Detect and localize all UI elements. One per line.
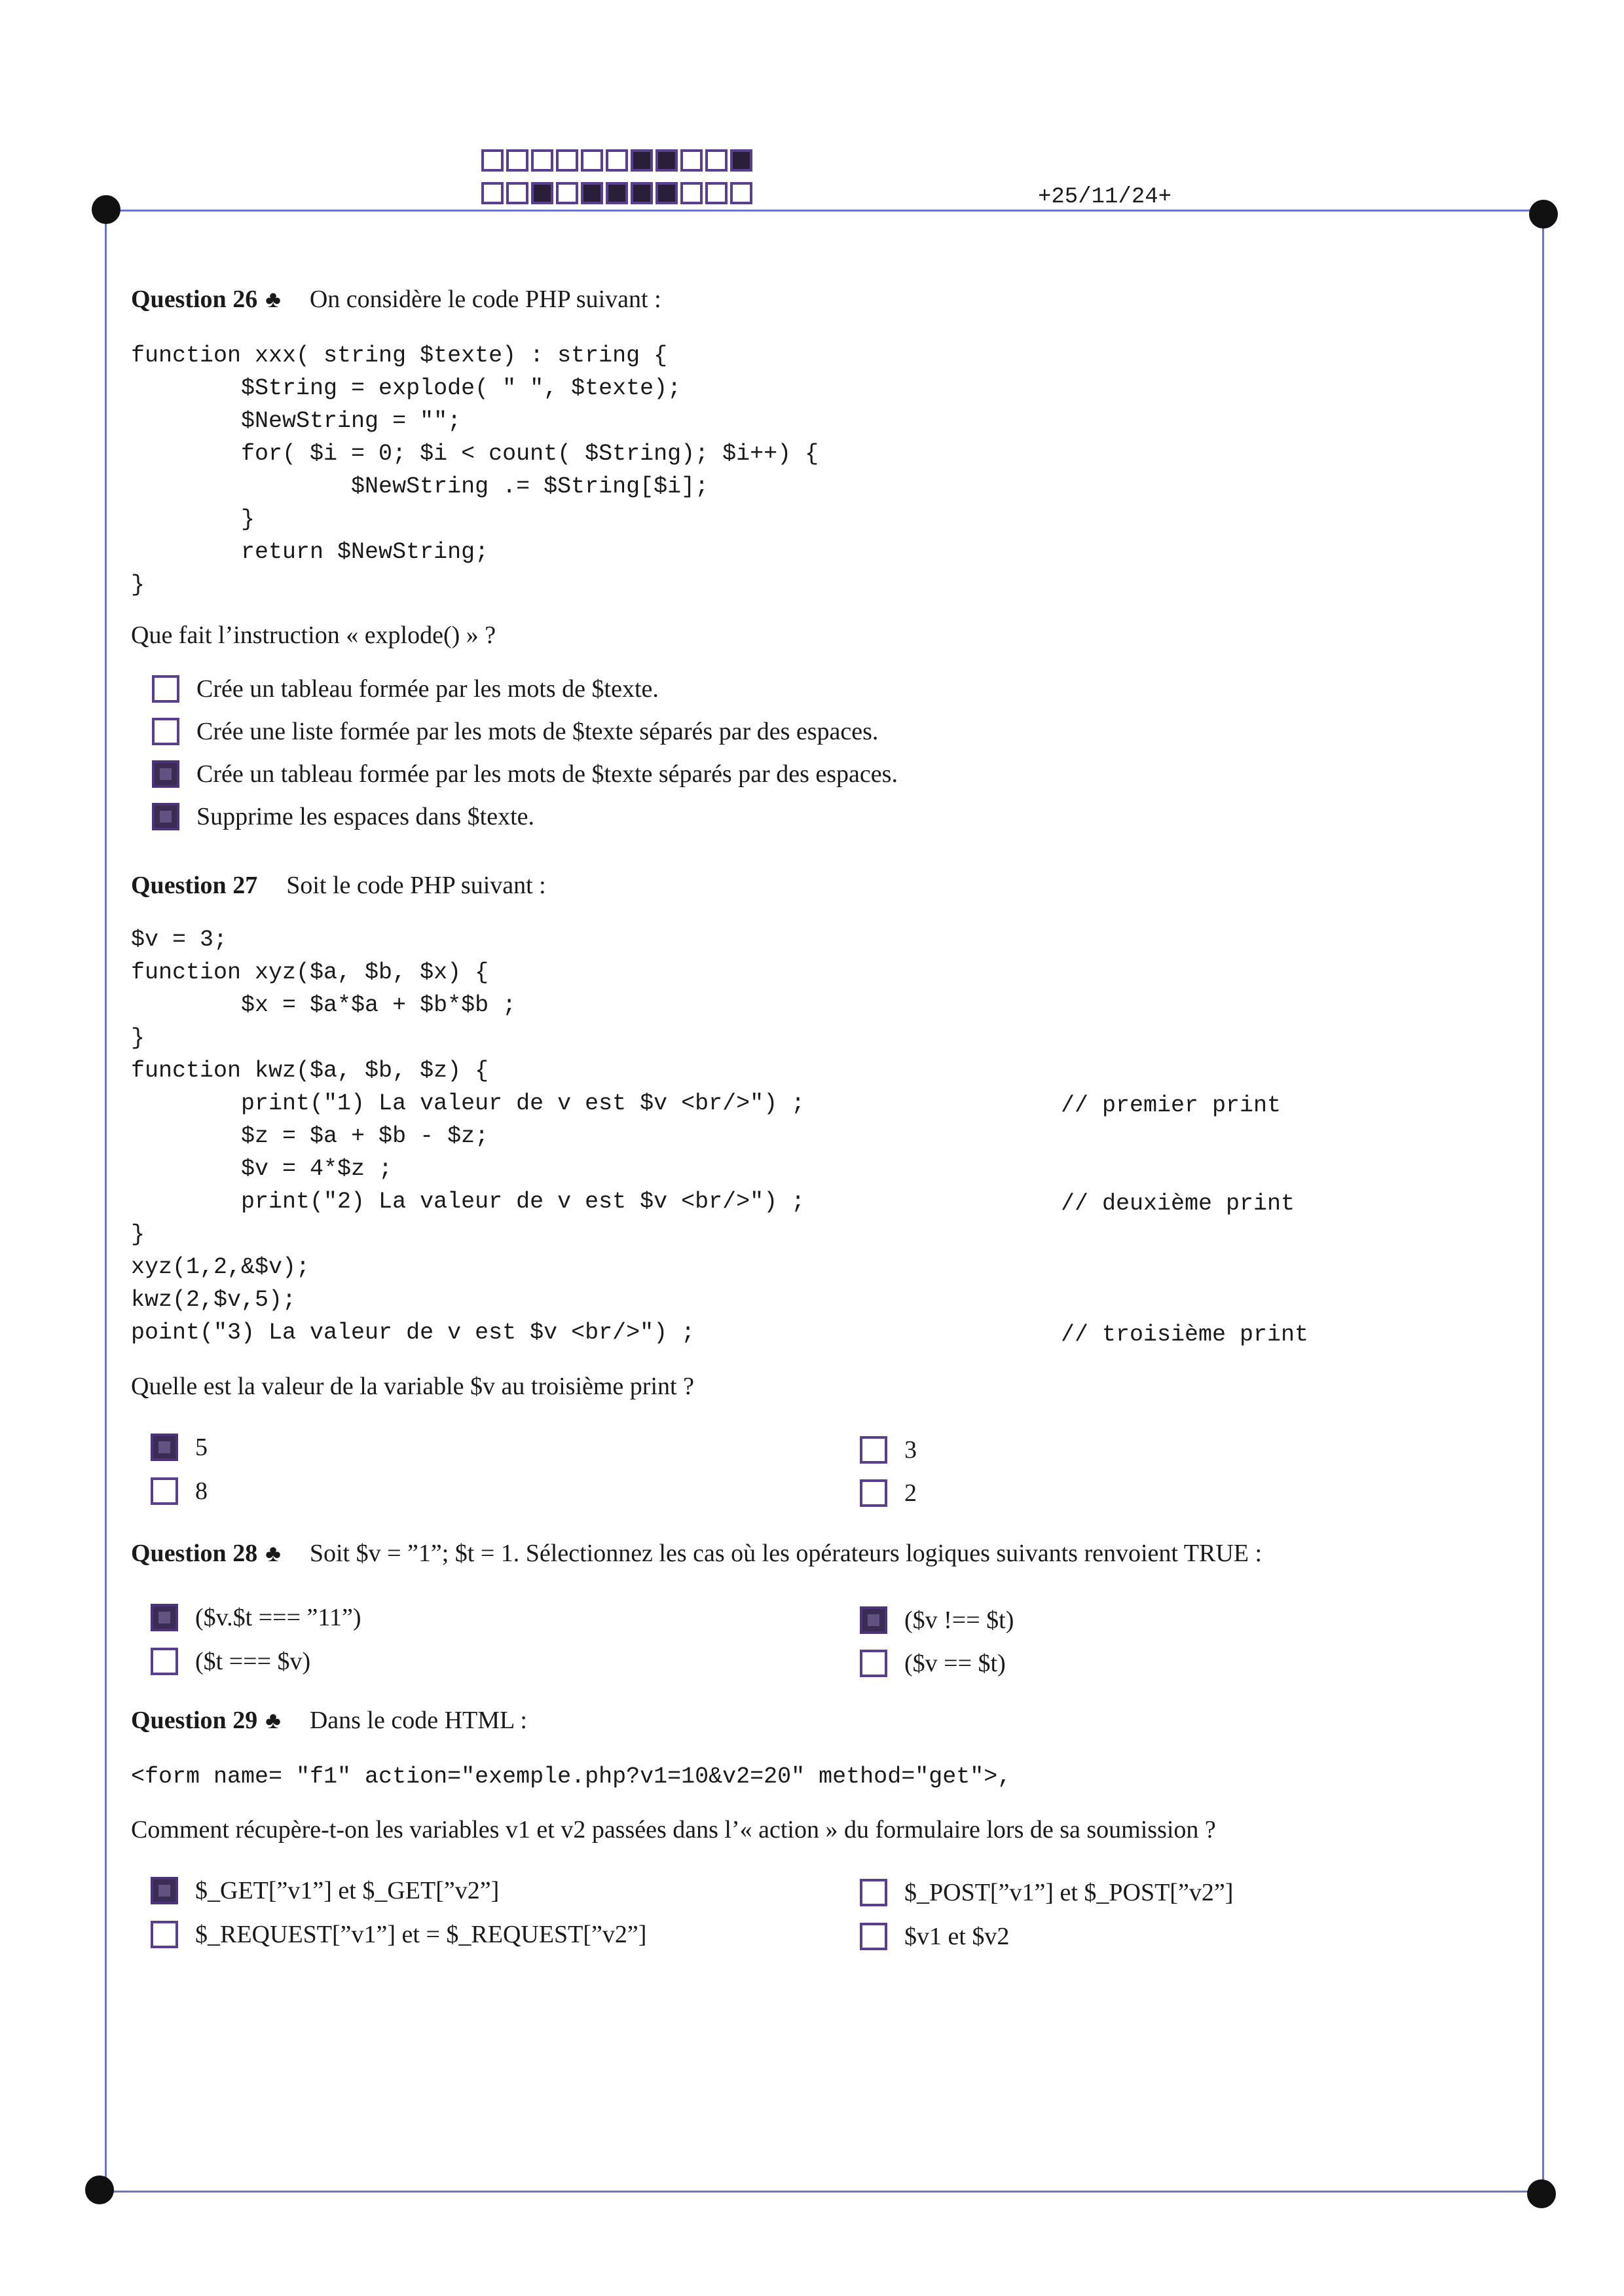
- q27-option-3[interactable]: [860, 1435, 917, 1464]
- q28-option-4[interactable]: [860, 1649, 1006, 1678]
- id-grid-cell: [680, 149, 703, 172]
- id-grid-cell: [556, 149, 578, 172]
- checkbox[interactable]: [151, 1648, 178, 1675]
- id-grid-cell: [730, 149, 752, 172]
- club-icon: ♣: [265, 1540, 281, 1566]
- checkbox[interactable]: [860, 1923, 887, 1950]
- question-number: Question 28: [131, 1540, 258, 1567]
- question-intro: On considère le code PHP suivant :: [309, 286, 661, 313]
- checkbox[interactable]: [860, 1436, 887, 1464]
- id-grid-cell: [481, 182, 504, 204]
- club-icon: ♣: [265, 1707, 281, 1733]
- id-grid-cell: [705, 182, 728, 204]
- club-icon: ♣: [265, 286, 281, 312]
- id-grid-cell: [606, 182, 628, 204]
- frame-bottom-line: [101, 2191, 1542, 2193]
- id-grid-cell: [581, 149, 603, 172]
- corner-marker-top-right: [1529, 200, 1558, 229]
- option-label: $_GET[”v1”] et $_GET[”v2”]: [195, 1877, 500, 1904]
- q27-option-8[interactable]: [151, 1477, 208, 1506]
- option-label: $_POST[”v1”] et $_POST[”v2”]: [904, 1879, 1234, 1906]
- id-grid-cell: [631, 149, 653, 172]
- option-label: $_REQUEST[”v1”] et = $_REQUEST[”v2”]: [195, 1921, 647, 1948]
- id-grid-cell: [705, 149, 728, 172]
- id-grid-cell: [481, 149, 504, 172]
- checkbox[interactable]: [860, 1606, 887, 1634]
- q29-option-4[interactable]: [860, 1922, 1009, 1951]
- q29-option-1[interactable]: [151, 1876, 499, 1905]
- q29-option-3[interactable]: [151, 1920, 646, 1949]
- question-intro: Soit $v = ”1”; $t = 1. Sélectionnez les cas où les opérateurs logiques suivants renvoient TRUE :: [309, 1540, 1263, 1567]
- id-grid-cell: [680, 182, 703, 204]
- checkbox[interactable]: [151, 1434, 178, 1461]
- corner-marker-top-left: [92, 195, 120, 224]
- frame-right-line: [1542, 213, 1544, 2191]
- id-grid-cell: [581, 182, 603, 204]
- checkbox[interactable]: [151, 1877, 178, 1904]
- option-label: $v1 et $v2: [904, 1923, 1010, 1950]
- comment-third-print: // troisième print: [1061, 1322, 1309, 1348]
- id-grid-cell: [655, 182, 678, 204]
- q26-option-4[interactable]: [152, 802, 534, 831]
- q28-option-1[interactable]: [151, 1603, 361, 1632]
- q29-option-2[interactable]: [860, 1878, 1233, 1907]
- checkbox[interactable]: [860, 1650, 887, 1677]
- checkbox[interactable]: [152, 760, 179, 788]
- question-26-title: [131, 285, 661, 314]
- id-grid-cell: [631, 182, 653, 204]
- comment-second-print: // deuxième print: [1061, 1191, 1295, 1217]
- option-label: 2: [904, 1479, 917, 1507]
- q27-option-2[interactable]: [860, 1479, 917, 1508]
- frame-left-line: [105, 210, 107, 2191]
- option-label: 5: [195, 1434, 208, 1461]
- option-label: 8: [195, 1477, 208, 1505]
- question-intro: Soit le code PHP suivant :: [286, 872, 546, 899]
- question-29-title: [131, 1706, 527, 1735]
- frame-top-line: [105, 210, 1545, 212]
- question-26-prompt: Que fait l’instruction « explode() » ?: [131, 621, 496, 649]
- checkbox[interactable]: [860, 1479, 887, 1507]
- student-id-grid-bottom: [481, 182, 755, 204]
- option-label: ($v !== $t): [904, 1606, 1014, 1634]
- question-27-code: $v = 3; function xyz($a, $b, $x) { $x = $a*$a + $b*$b ; } function kwz($a, $b, $z) { print("1) La valeur de v est $v <br/>") ; $z = $a + $b - $z; $v = 4*$z ; print("2) La valeur de v est $v <br/>") ; } xyz(1,2,&$v); kwz(2,$v,5); point("3) La valeur de v est $v <br/>") ;: [131, 927, 805, 1346]
- option-label: Crée un tableau formée par les mots de $texte séparés par des espaces.: [196, 760, 898, 788]
- checkbox[interactable]: [152, 718, 179, 745]
- option-label: Crée une liste formée par les mots de $texte séparés par des espaces.: [196, 718, 879, 745]
- question-number: Question 29: [131, 1707, 258, 1734]
- question-number: Question 27: [131, 872, 258, 899]
- corner-marker-bottom-right: [1527, 2179, 1556, 2208]
- option-label: ($t === $v): [195, 1648, 311, 1675]
- question-29-code: <form name= "f1" action="exemple.php?v1=10&v2=20" method="get">,: [131, 1764, 1012, 1790]
- option-label: Crée un tableau formée par les mots de $texte.: [196, 675, 659, 703]
- checkbox[interactable]: [151, 1604, 178, 1631]
- option-label: Supprime les espaces dans $texte.: [196, 803, 535, 830]
- id-grid-cell: [655, 149, 678, 172]
- checkbox[interactable]: [152, 675, 179, 703]
- id-grid-cell: [506, 182, 528, 204]
- q28-option-2[interactable]: [860, 1606, 1014, 1635]
- id-grid-cell: [730, 182, 752, 204]
- question-27-title: [131, 871, 546, 900]
- q26-option-2[interactable]: [152, 717, 878, 746]
- student-id-grid-top: [481, 149, 755, 172]
- question-number: Question 26: [131, 286, 258, 313]
- question-26-code: function xxx( string $texte) : string { $String = explode( " ", $texte); $NewString = ""; for( $i = 0; $i < count( $String); $i++) { $NewString .= $String[$i]; } return $NewString; }: [131, 343, 819, 598]
- id-grid-cell: [506, 149, 528, 172]
- q26-option-1[interactable]: [152, 675, 659, 703]
- q28-option-3[interactable]: [151, 1647, 310, 1676]
- id-grid-cell: [531, 182, 553, 204]
- checkbox[interactable]: [860, 1879, 887, 1906]
- question-27-prompt: Quelle est la valeur de la variable $v au troisième print ?: [131, 1373, 694, 1400]
- option-label: ($v == $t): [904, 1650, 1006, 1677]
- checkbox[interactable]: [151, 1921, 178, 1948]
- id-grid-cell: [531, 149, 553, 172]
- option-label: ($v.$t === ”11”): [195, 1604, 361, 1631]
- q26-option-3[interactable]: [152, 760, 898, 788]
- id-grid-cell: [556, 182, 578, 204]
- question-intro: Dans le code HTML :: [309, 1707, 527, 1734]
- question-28-title: [131, 1539, 1262, 1568]
- exam-date-code: +25/11/24+: [1038, 185, 1172, 210]
- option-label: 3: [904, 1436, 917, 1464]
- q27-option-5[interactable]: [151, 1433, 208, 1462]
- id-grid-cell: [606, 149, 628, 172]
- checkbox[interactable]: [151, 1477, 178, 1505]
- checkbox[interactable]: [152, 803, 179, 830]
- comment-first-print: // premier print: [1061, 1092, 1282, 1119]
- corner-marker-bottom-left: [85, 2176, 114, 2204]
- question-29-prompt: Comment récupère-t-on les variables v1 et v2 passées dans l’« action » du formulaire lors de sa soumission ?: [131, 1816, 1216, 1843]
